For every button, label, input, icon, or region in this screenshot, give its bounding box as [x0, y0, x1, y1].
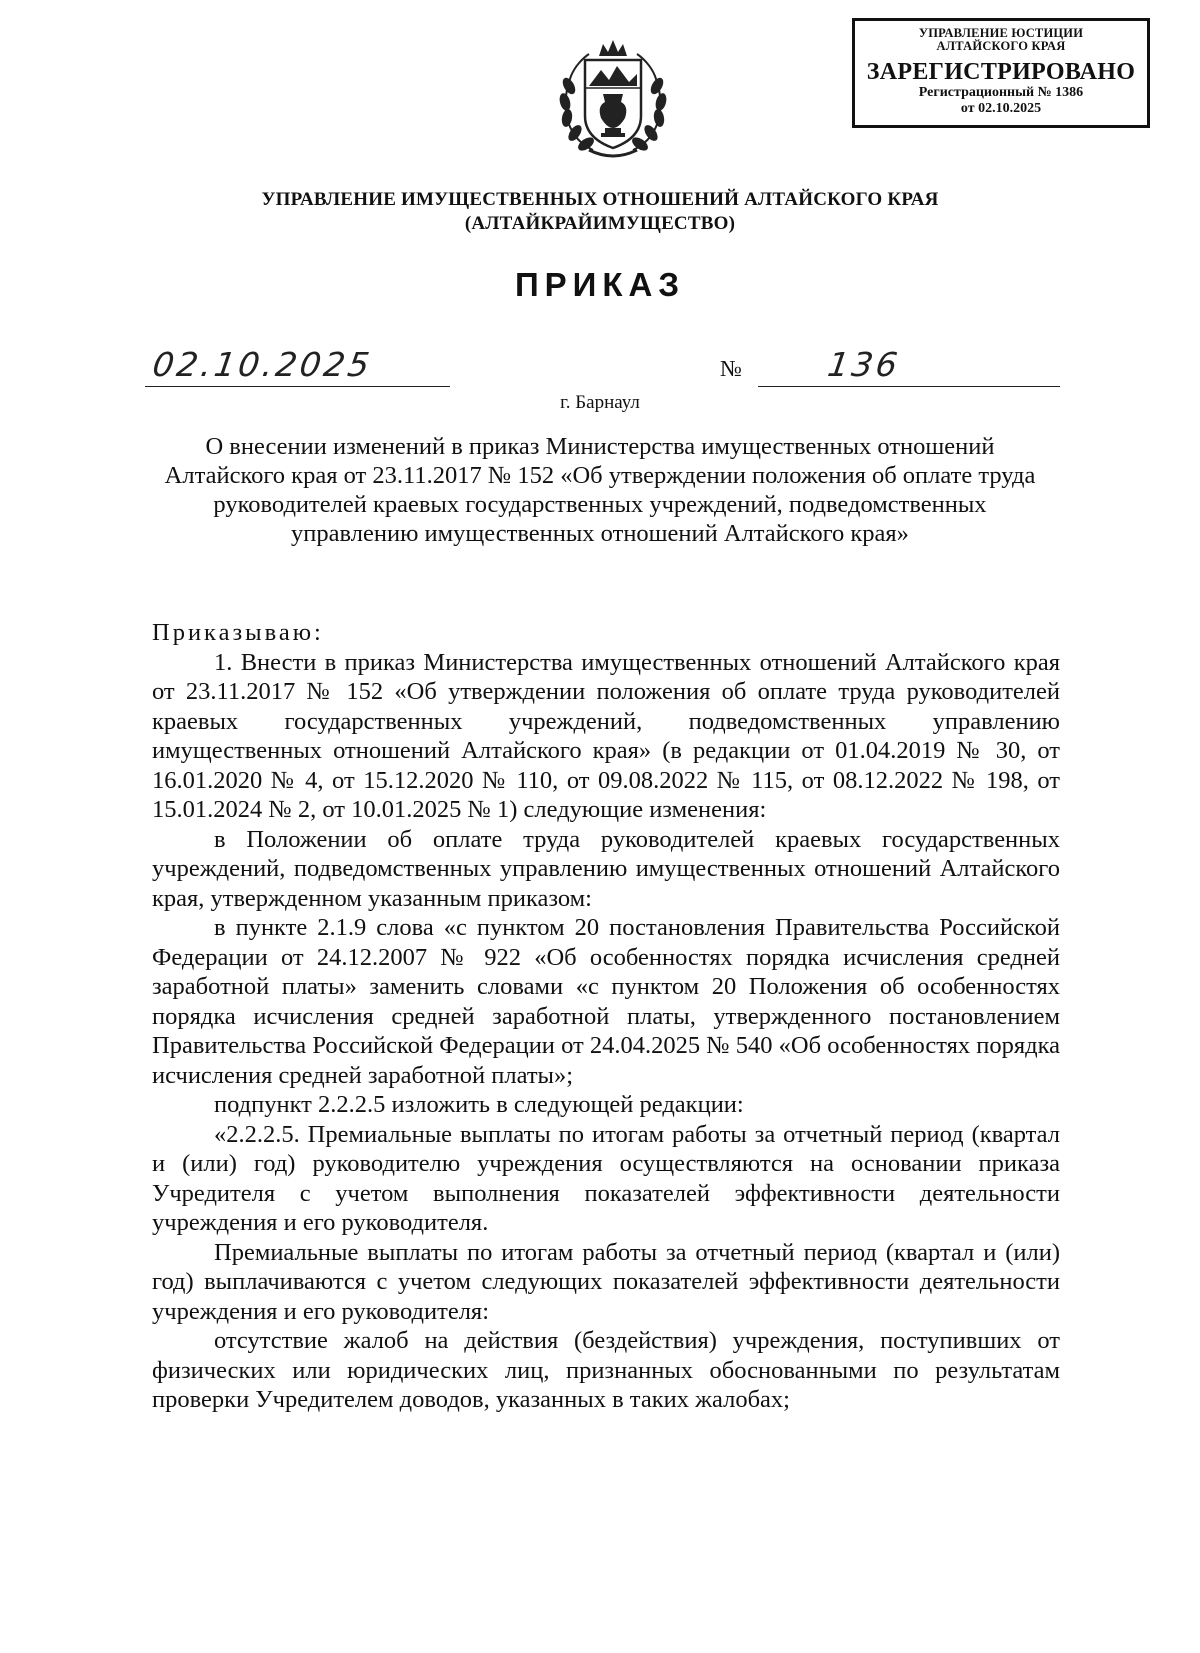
organization-name: УПРАВЛЕНИЕ ИМУЩЕСТВЕННЫХ ОТНОШЕНИЙ АЛТАЙСКОГО КРАЯ: [261, 189, 939, 210]
stamp-status: ЗАРЕГИСТРИРОВАНО: [866, 59, 1136, 85]
city: г. Барнаул: [560, 392, 640, 413]
number-label: №: [720, 356, 742, 381]
date-field: [145, 345, 450, 387]
order-verb: Приказываю:: [152, 619, 324, 646]
body-paragraph: 1. Внести в приказ Министерства имущественных отношений Алтайского края от 23.11.2017 № 152 «Об утверждении положения об оплате труда руководителей краевых государственных учреждений, подведомственных управлению имущественных отношений Алтайского края» (в редакции от 01.04.2019 № 30, от 16.01.2020 № 4, от 15.12.2020 № 110, от 09.08.2022 № 115, от 08.12.2022 № 198, от 15.01.2024 № 2, от 10.01.2025 № 1) следующие изменения:: [152, 648, 1060, 823]
organization-short-name: (АЛТАЙКРАЙИМУЩЕСТВО): [464, 213, 736, 234]
handwritten-number: 136: [825, 345, 903, 384]
document-body: [152, 618, 1060, 1415]
stamp-organization: УПРАВЛЕНИЕ ЮСТИЦИИ АЛТАЙСКОГО КРАЯ: [918, 26, 1084, 53]
stamp-registration-number: Регистрационный № 1386: [918, 85, 1084, 100]
handwritten-date: 02.10.2025: [150, 345, 375, 384]
coat-of-arms-icon: [553, 38, 673, 162]
document-subject: О внесении изменений в приказ Министерства имущественных отношений Алтайского края от 23.11.2017 № 152 «Об утверждении положения об оплате труда руководителей краевых государственных учреждений, подведомственных управлению имущественных отношений Алтайского края»: [164, 433, 1036, 547]
body-paragraph: «2.2.2.5. Премиальные выплаты по итогам работы за отчетный период (квартал и (или) год) руководителю учреждения осуществляются на основании приказа Учредителя с учетом выполнения показателей эффективности деятельности учреждения и его руководителя.: [152, 1120, 1060, 1236]
body-paragraph: подпункт 2.2.2.5 изложить в следующей редакции:: [214, 1091, 744, 1118]
body-paragraph: в пункте 2.1.9 слова «с пунктом 20 постановления Правительства Российской Федерации от 24.12.2007 № 922 «Об особенностях порядка исчисления средней заработной платы» заменить словами «с пунктом 20 Положения об особенностях порядка исчисления средней заработной платы, утвержденного постановлением Правительства Российской Федерации от 24.04.2025 № 540 «Об особенностях порядка исчисления средней заработной платы»;: [152, 914, 1060, 1089]
body-paragraph: в Положении об оплате труда руководителей краевых государственных учреждений, подведомственных управлению имущественных отношений Алтайского края, утвержденном указанным приказом:: [152, 825, 1060, 912]
issuing-organization: [150, 188, 1050, 236]
number-field: [758, 345, 1060, 387]
body-paragraph: Премиальные выплаты по итогам работы за отчетный период (квартал и (или) год) выплачиваются с учетом следующих показателей эффективности деятельности учреждения и его руководителя:: [152, 1238, 1060, 1325]
stamp-date: от 02.10.2025: [960, 101, 1042, 116]
body-paragraph: отсутствие жалоб на действия (бездействия) учреждения, поступивших от физических или юридических лиц, признанных обоснованными по результатам проверки Учредителем доводов, указанных в таких жалобах;: [152, 1327, 1060, 1413]
document-type-title: ПРИКАЗ: [514, 266, 686, 303]
registration-stamp: [852, 18, 1150, 128]
